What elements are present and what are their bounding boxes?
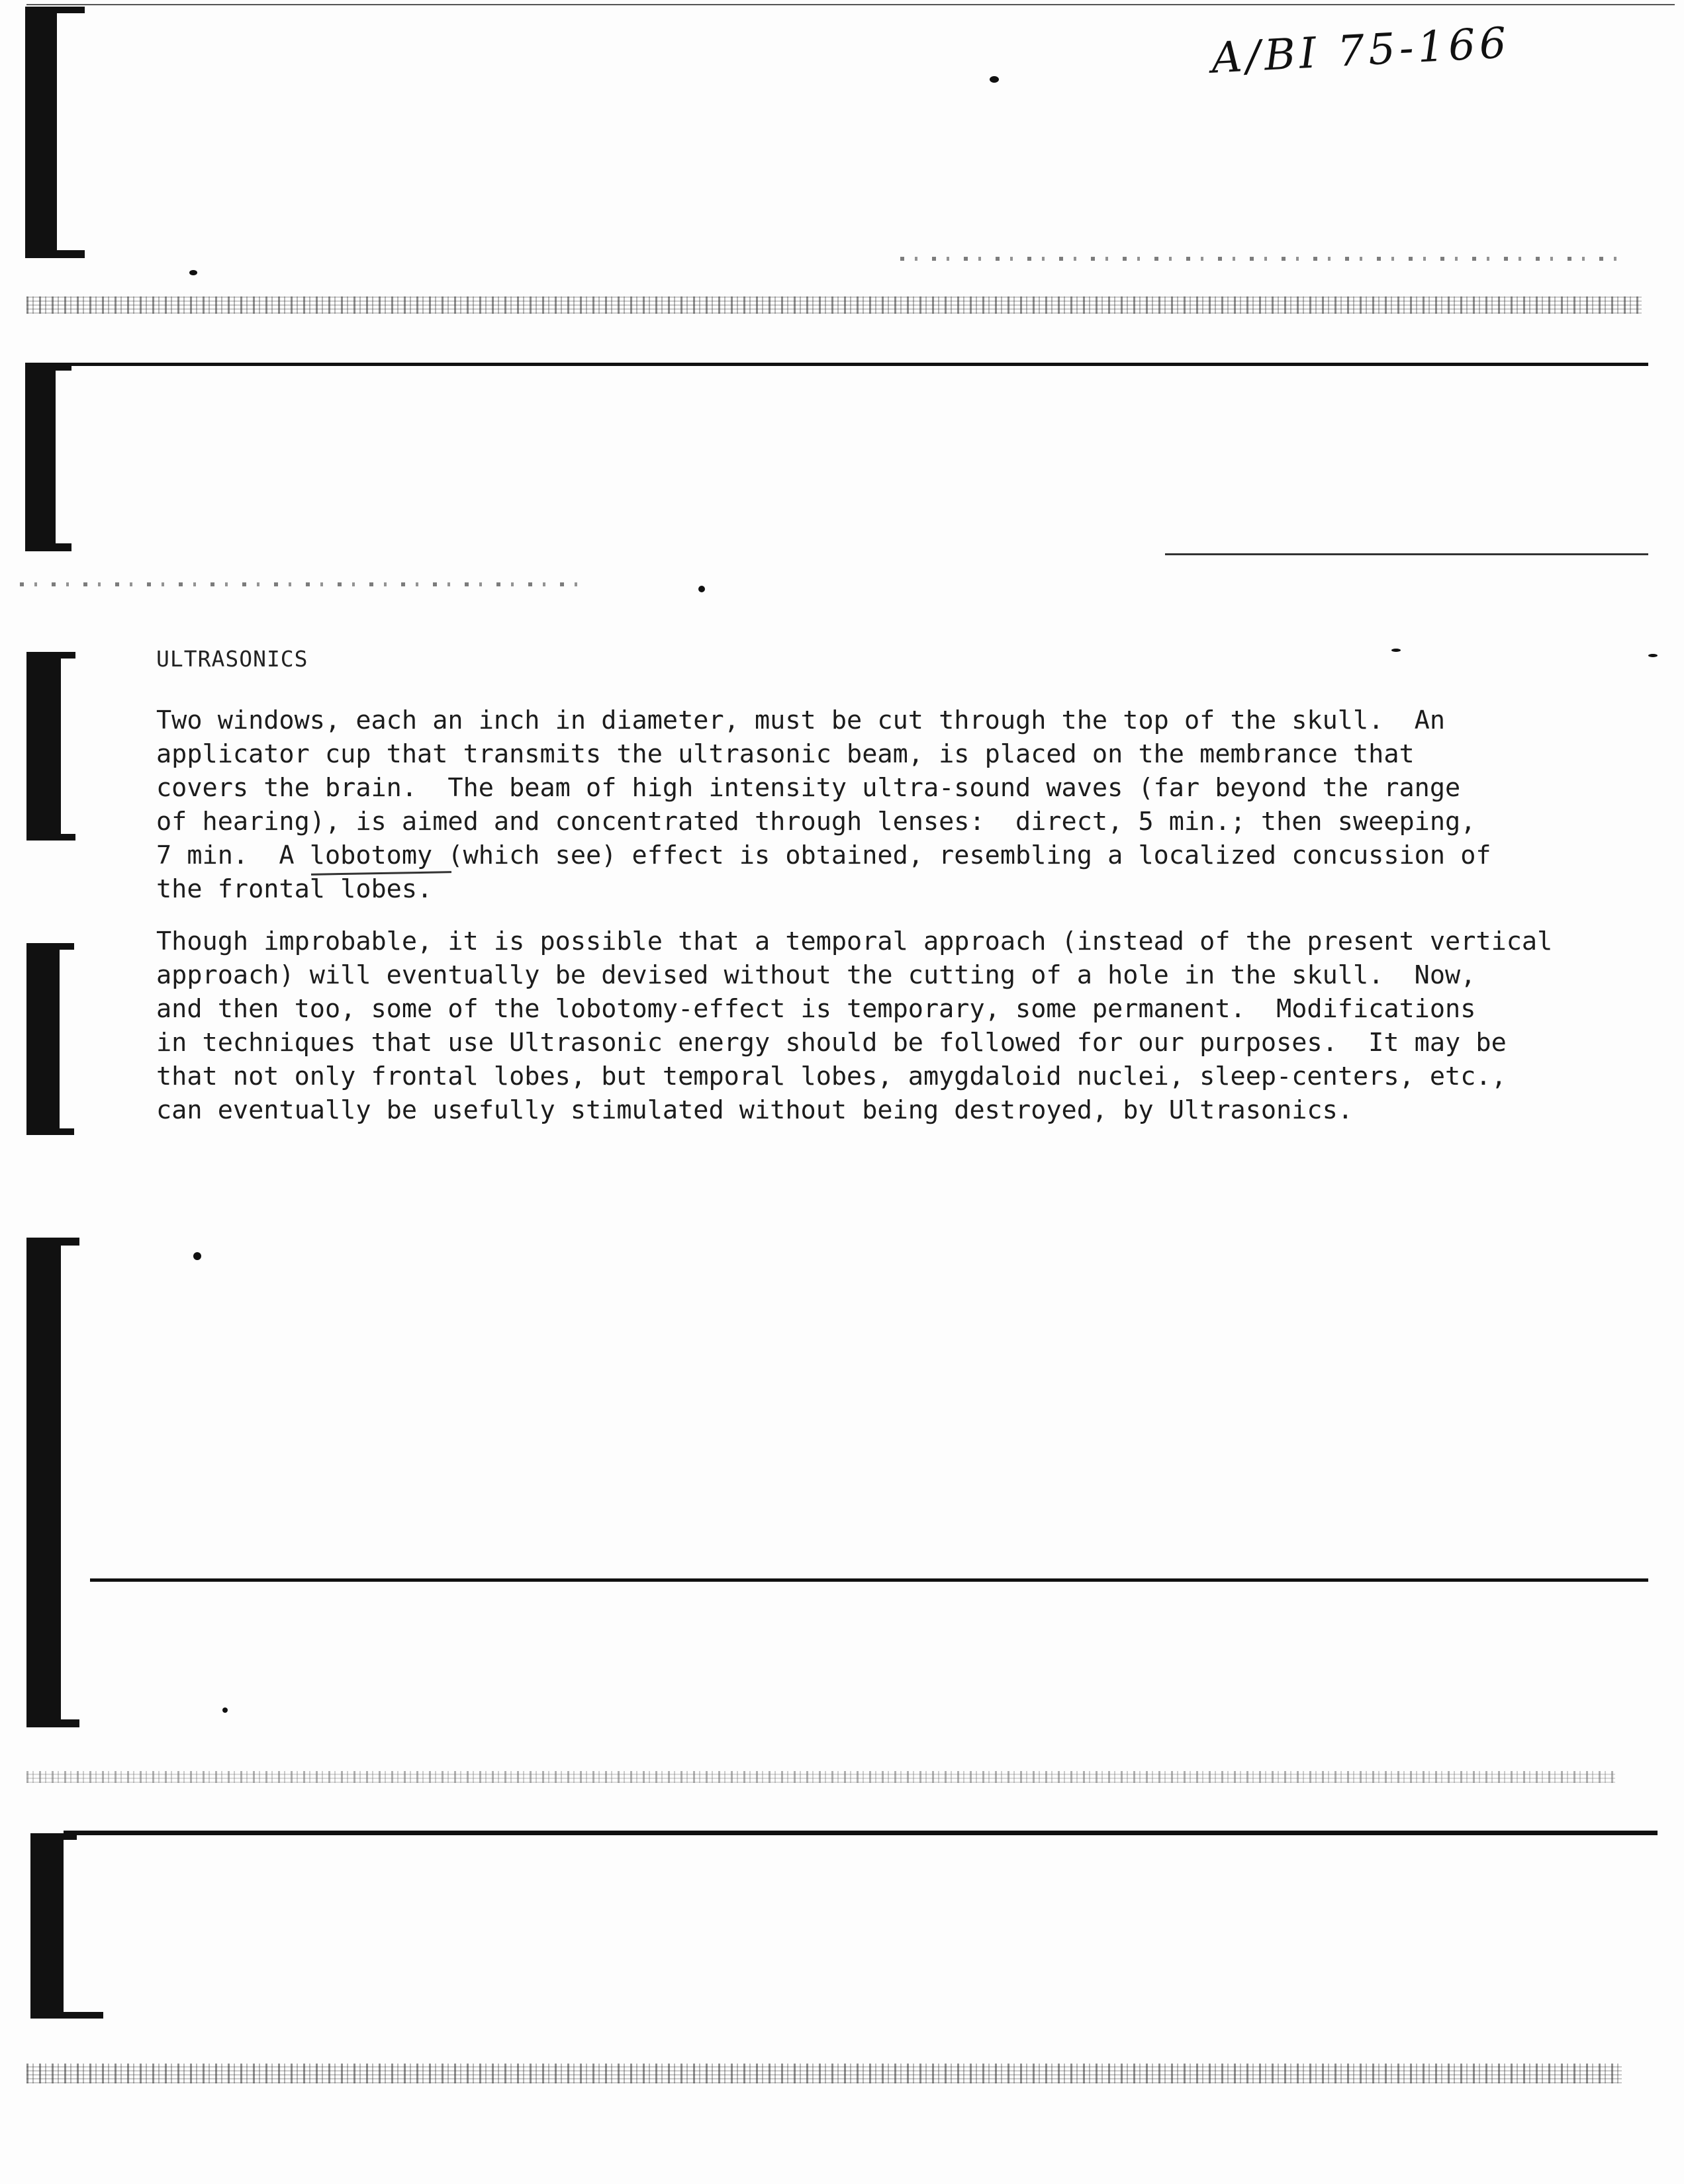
paragraph-line: applicator cup that transmits the ultrasonic beam, is placed on the membrance that [156,739,1415,769]
paragraph-line: Though improbable, it is possible that a temporal approach (instead of the present vertical [156,927,1553,956]
horizontal-rule-4 [64,1831,1658,1835]
left-bracket-3 [26,652,61,841]
scan-speck [189,270,197,275]
scan-speck [222,1707,228,1713]
section-heading: ULTRASONICS [156,646,308,672]
scan-speck [193,1252,201,1260]
paragraph-line: covers the brain. The beam of high intensity ultra-sound waves (far beyond the range [156,773,1461,803]
scan-noise-strip-2 [26,1771,1615,1783]
horizontal-rule-1 [56,363,1648,366]
paragraph-line: Two windows, each an inch in diameter, must be cut through the top of the skull. An [156,705,1446,735]
horizontal-rule-3 [90,1578,1648,1582]
paragraph-1 [156,704,1626,906]
paragraph-line: the frontal lobes. [156,874,433,904]
paragraph-2 [156,925,1626,1127]
handwritten-reference-number: A/BI 75-166 [1210,19,1512,83]
scan-speck [990,76,999,83]
scan-speck [698,586,705,592]
paragraph-line: approach) will eventually be devised without the cutting of a hole in the skull. Now, [156,960,1476,990]
scan-noise-strip-3 [26,2064,1622,2083]
scan-dots-1 [900,257,1628,261]
left-bracket-5 [26,1238,61,1727]
paragraph-line: and then too, some of the lobotomy-effect is temporary, some permanent. Modifications [156,994,1476,1024]
paragraph-line: 7 min. A lobotomy (which see) effect is obtained, resembling a localized concussion of [156,841,1491,870]
paragraph-line: that not only frontal lobes, but temporal lobes, amygdaloid nuclei, sleep-centers, etc., [156,1062,1507,1091]
paragraph-line: of hearing), is aimed and concentrated through lenses: direct, 5 min.; then sweeping, [156,807,1476,837]
left-bracket-4 [26,943,60,1135]
paragraph-line: can eventually be usefully stimulated without being destroyed, by Ultrasonics. [156,1095,1353,1125]
scan-dots-2 [20,582,589,586]
horizontal-rule-2 [1165,553,1648,555]
scan-speck [1648,654,1658,657]
page-top-edge [26,4,1675,5]
left-bracket-1 [25,7,57,258]
paragraph-line: in techniques that use Ultrasonic energy should be followed for our purposes. It may be [156,1028,1507,1058]
scan-noise-strip-1 [26,296,1642,314]
left-bracket-2 [25,363,56,551]
scan-speck [1391,649,1401,652]
left-bracket-6 [30,1833,64,2019]
